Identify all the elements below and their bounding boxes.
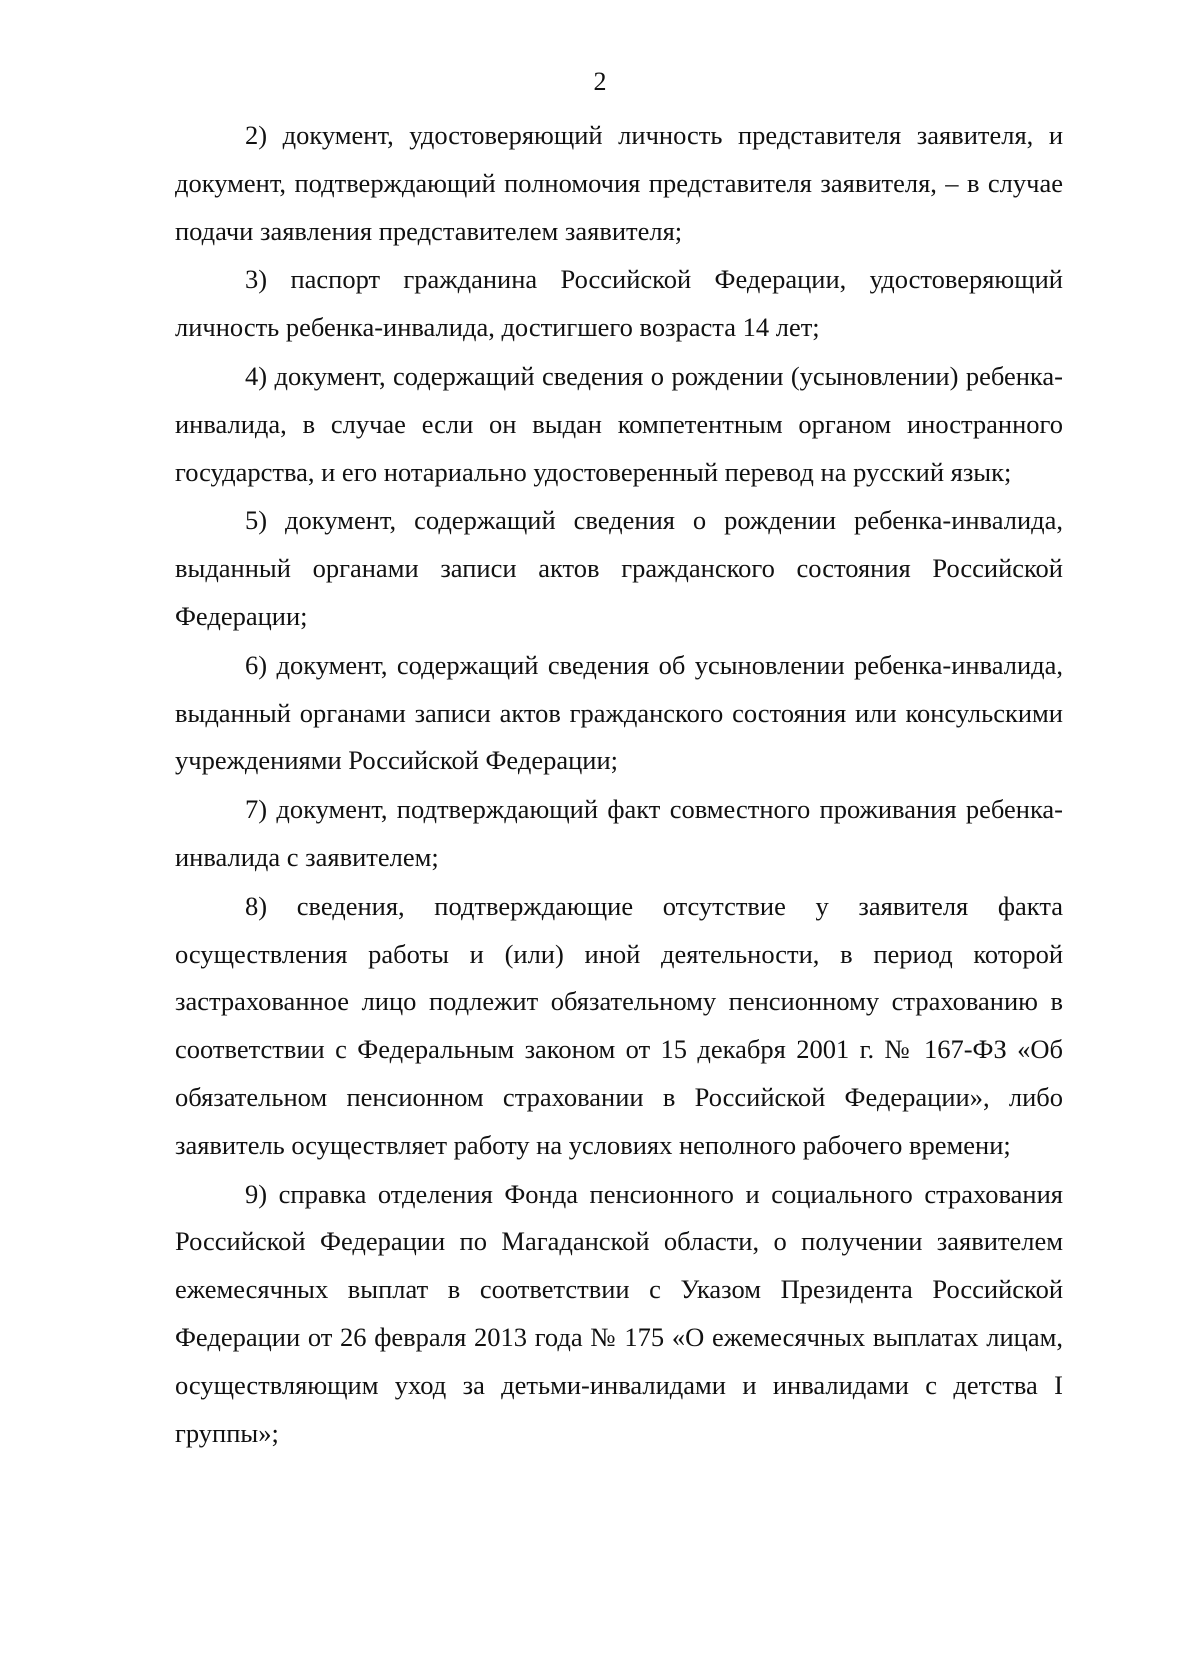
list-item-2: 2) документ, удостоверяющий личность представителя заявителя, и документ, подтверждающий полномочия представителя заявителя, – в случае подачи заявления представителем заявителя;	[175, 120, 1063, 246]
page-number: 2	[593, 67, 607, 96]
list-item-3: 3) паспорт гражданина Российской Федерации, удостоверяющий личность ребенка-инвалида, достигшего возраста 14 лет;	[175, 264, 1063, 343]
list-item-4: 4) документ, содержащий сведения о рождении (усыновлении) ребенка-инвалида, в случае если он выдан компетентным органом иностранного государства, и его нотариально удостоверенный перевод на русский язык;	[175, 360, 1063, 487]
list-item-5: 5) документ, содержащий сведения о рождении ребенка-инвалида, выданный органами записи актов гражданского состояния Российской Федерации;	[175, 505, 1063, 631]
list-item-9: 9) справка отделения Фонда пенсионного и социального страхования Российской Федерации по Магаданской области, о получении заявителем ежемесячных выплат в соответствии с Указом Президента Российской Федерации от 26 февраля 2013 года № 175 «О ежемесячных выплатах лицам, осуществляющим уход за детьми-инвалидами и инвалидами с детства I группы»;	[175, 1178, 1063, 1448]
list-item-6: 6) документ, содержащий сведения об усыновлении ребенка-инвалида, выданный органами записи актов гражданского состояния или консульскими учреждениями Российской Федерации;	[175, 649, 1063, 776]
list-item-7: 7) документ, подтверждающий факт совместного проживания ребенка-инвалида с заявителем;	[175, 794, 1063, 872]
document-body	[175, 112, 1063, 1458]
list-item-8: 8) сведения, подтверждающие отсутствие у заявителя факта осуществления работы и (или) иной деятельности, в период которой застрахованное лицо подлежит обязательному пенсионному страхованию в соответствии с Федеральным законом от 15 декабря 2001 г. № 167-ФЗ «Об обязательном пенсионном страховании в Российской Федерации», либо заявитель осуществляет работу на условиях неполного рабочего времени;	[175, 890, 1063, 1160]
